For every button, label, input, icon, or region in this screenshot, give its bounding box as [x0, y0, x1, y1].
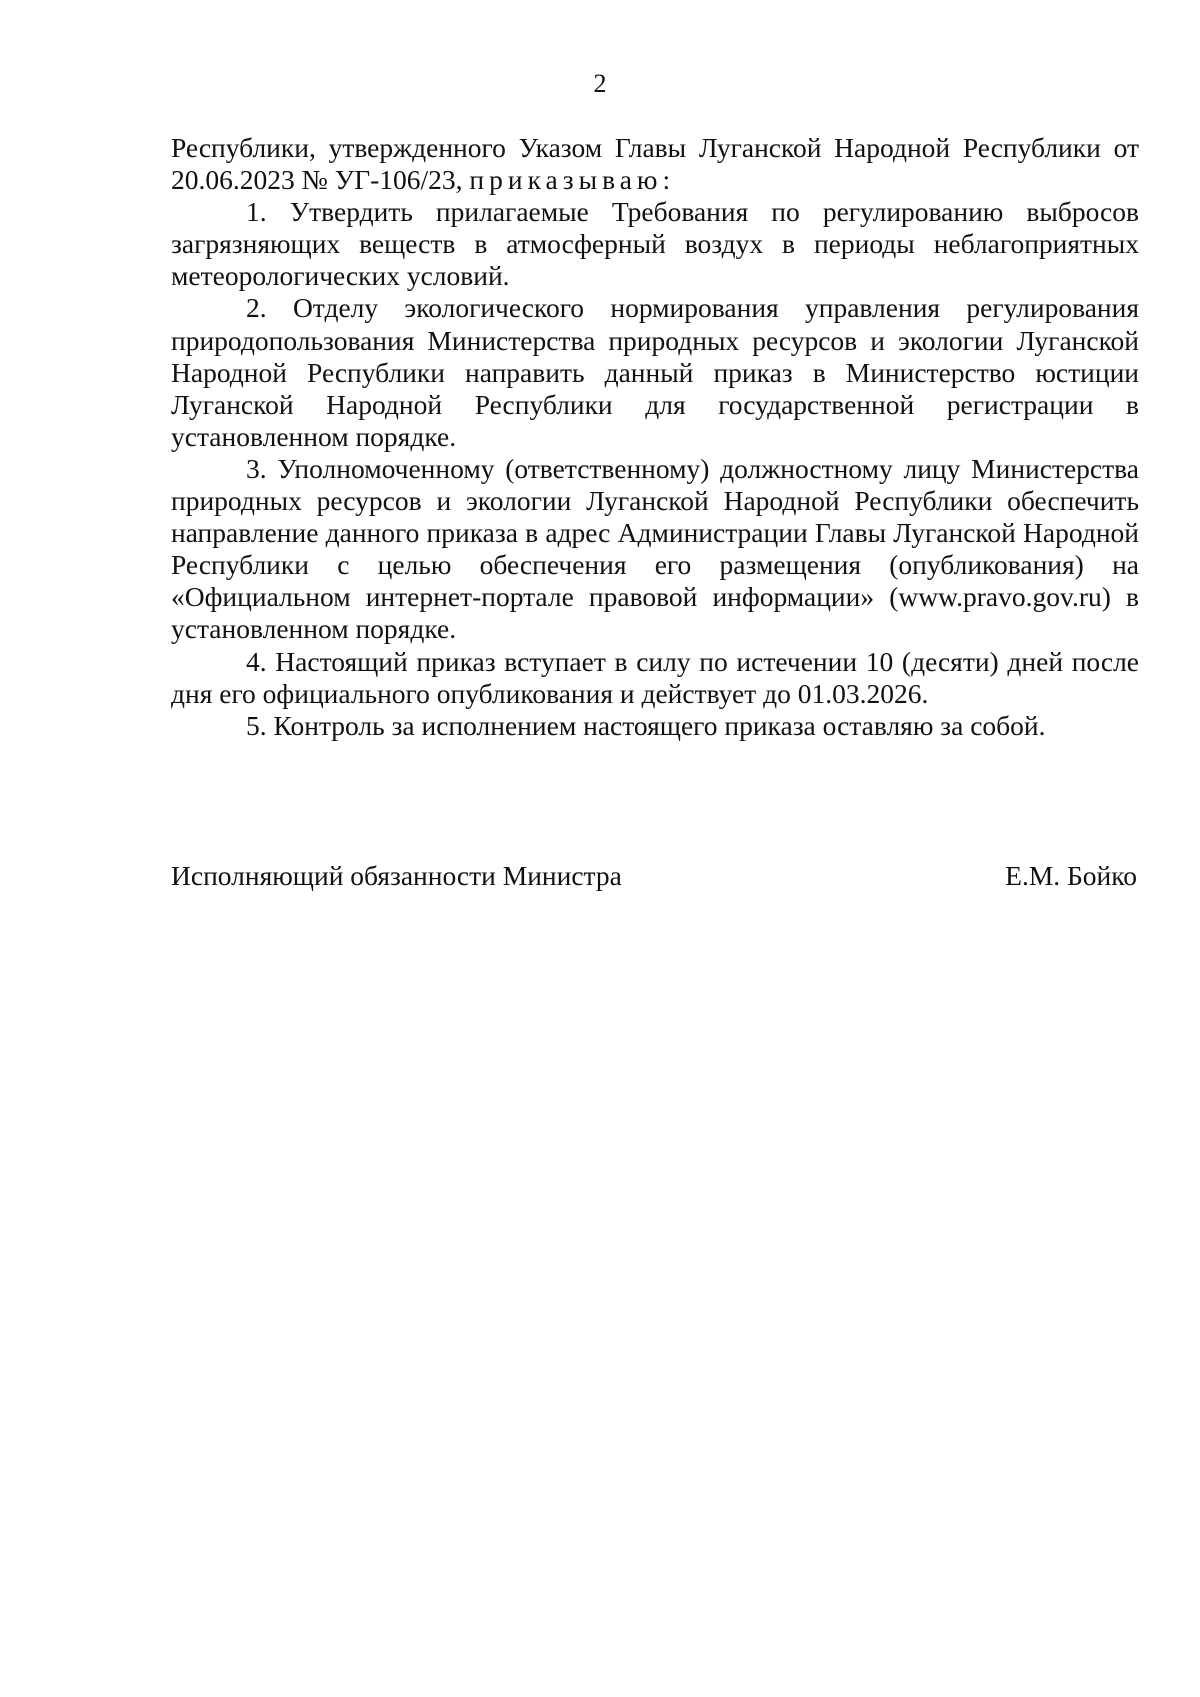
intro-paragraph [171, 132, 1139, 196]
order-item-2: 2. Отделу экологического нормирования управления регулирования природопользования Министерства природных ресурсов и экологии Луганской Народной Республики направить данный приказ в Министерство юстиции Луганской Народной Республики для государственной регистрации в установленном порядке. [171, 292, 1139, 452]
order-item-1: 1. Утвердить прилагаемые Требования по регулированию выбросов загрязняющих веществ в атмосферный воздух в периоды неблагоприятных метеорологических условий. [171, 196, 1139, 292]
document-body [171, 132, 1139, 742]
order-item-4: 4. Настоящий приказ вступает в силу по истечении 10 (десяти) дней после дня его официального опубликования и действует до 01.03.2026. [171, 645, 1139, 709]
page-number: 2 [593, 69, 607, 98]
signatory-position: Исполняющий обязанности Министра [171, 860, 622, 891]
signatory-name: Е.М. Бойко [1005, 860, 1137, 891]
order-item-5: 5. Контроль за исполнением настоящего приказа оставляю за собой. [246, 709, 1046, 741]
intro-end-text: : [662, 164, 671, 196]
order-item-3: 3. Уполномоченному (ответственному) должностному лицу Министерства природных ресурсов и экологии Луганской Народной Республики обеспечить направление данного приказа в адрес Администрации Главы Луганской Народной Республики с целью обеспечения его размещения (опубликования) на «Официальном интернет-портале правовой информации» (www.pravo.gov.ru) в установленном порядке. [171, 452, 1139, 645]
order-word: приказываю [469, 164, 663, 196]
intro-lead-text: Республики, утвержденного Указом Главы Луганской Народной Республики от 20.06.2023 № УГ-106/23, [171, 132, 1139, 196]
signature-block [171, 860, 1137, 892]
